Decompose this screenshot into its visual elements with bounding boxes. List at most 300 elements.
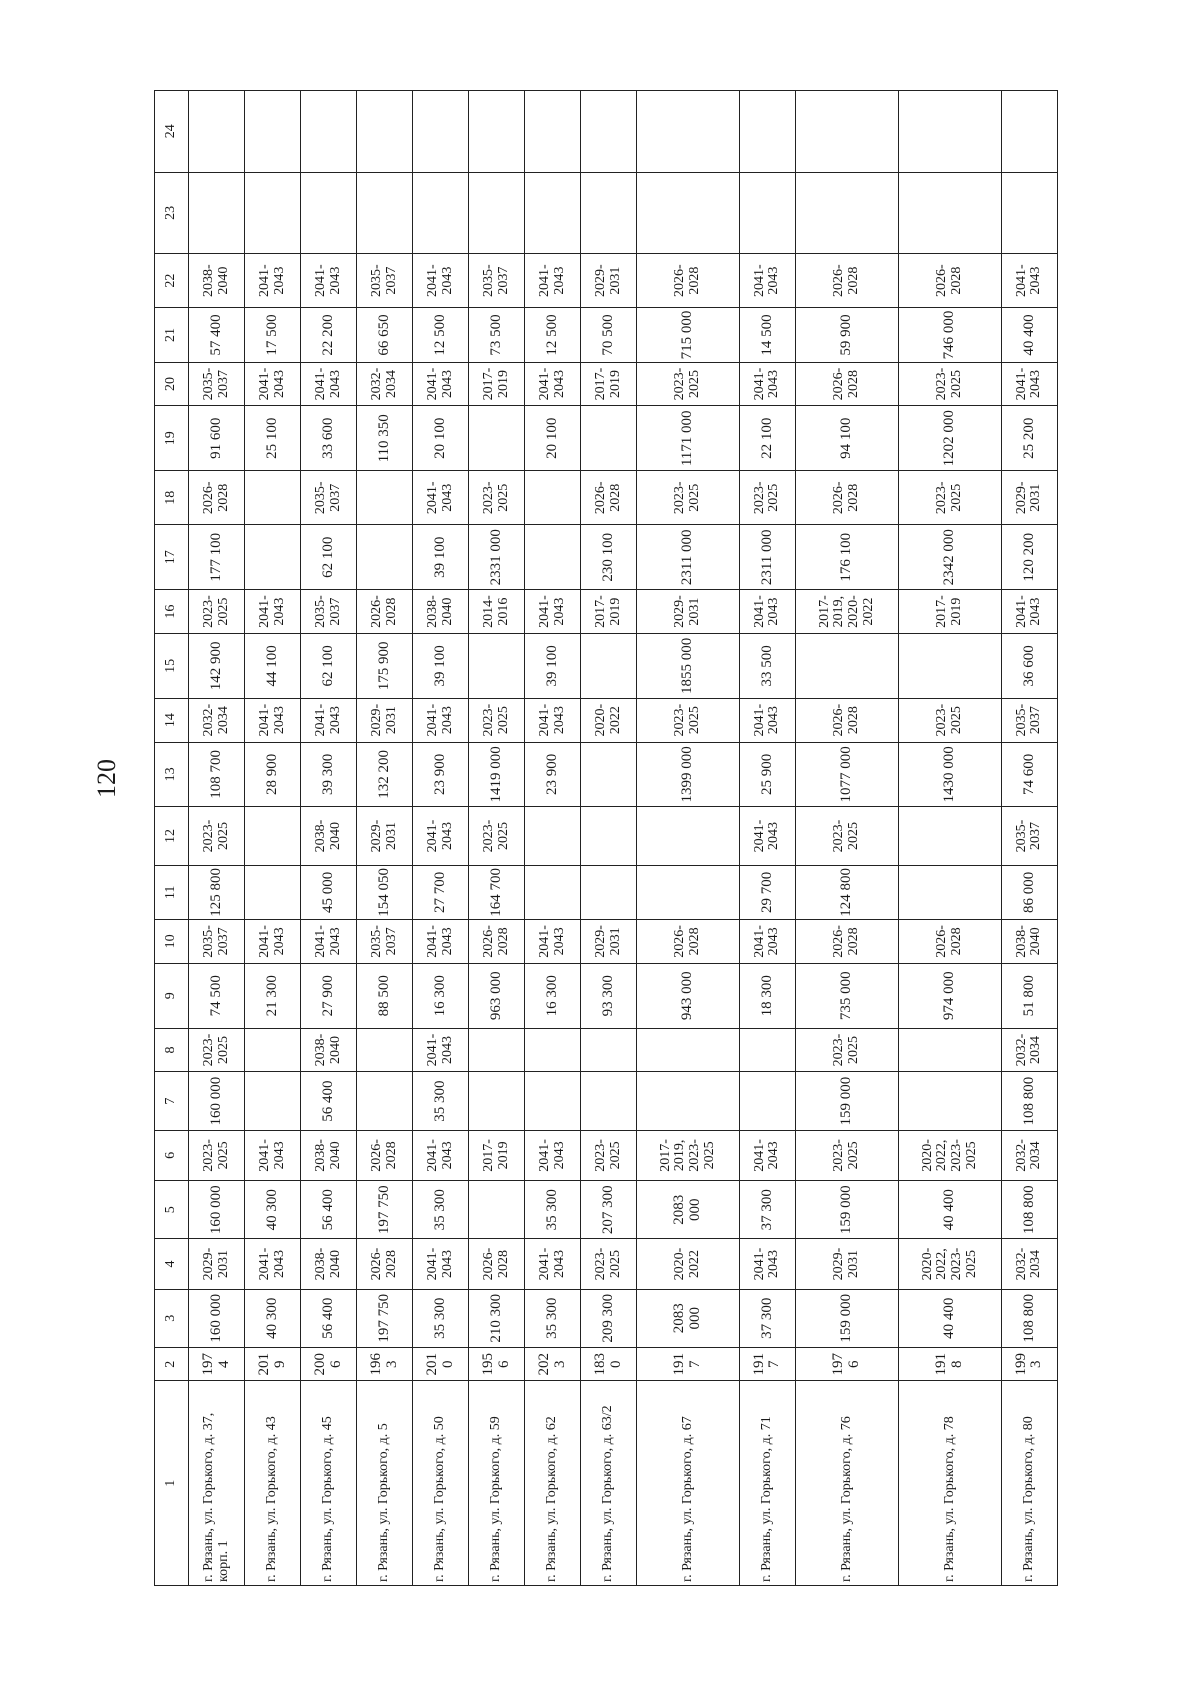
- table-cell: 2041-2043: [525, 362, 581, 406]
- address-cell: г. Рязань, ул. Горького, д. 5: [357, 1381, 413, 1586]
- table-cell: 2029-2031: [1001, 471, 1057, 525]
- column-number: 1: [155, 1381, 189, 1586]
- table-cell: [637, 1072, 740, 1130]
- table-cell: 2026-2028: [581, 471, 637, 525]
- table-cell: [581, 1072, 637, 1130]
- table-cell: 33 600: [301, 406, 357, 471]
- table-cell: 2014-2016: [469, 590, 525, 634]
- table-cell: 2041-2043: [245, 254, 301, 308]
- column-number: 6: [155, 1130, 189, 1180]
- table-cell: 124 800: [795, 865, 898, 919]
- table-cell: 177 100: [189, 525, 245, 590]
- table-cell: 2041-2043: [525, 1239, 581, 1289]
- table-cell: [357, 471, 413, 525]
- table-cell: 1077 000: [795, 742, 898, 807]
- table-cell: [637, 1028, 740, 1072]
- column-number: 12: [155, 807, 189, 865]
- table-cell: 2017-2019: [581, 362, 637, 406]
- table-cell: 39 100: [413, 633, 469, 698]
- table-cell: 2029-2031: [189, 1239, 245, 1289]
- table-cell: 2041-2043: [413, 920, 469, 964]
- table-cell: 2035-2037: [357, 254, 413, 308]
- table-cell: 2041-2043: [413, 807, 469, 865]
- table-cell: 2041-2043: [739, 1239, 795, 1289]
- table-cell: [581, 406, 637, 471]
- table-cell: 74 500: [189, 963, 245, 1028]
- table-cell: 21 300: [245, 963, 301, 1028]
- table-cell: 2029-2031: [357, 698, 413, 742]
- table-row: [525, 91, 581, 1586]
- table-cell: 142 900: [189, 633, 245, 698]
- table-cell: 207 300: [581, 1180, 637, 1238]
- table-cell: 2023: [525, 1347, 581, 1380]
- table-cell: 33 500: [739, 633, 795, 698]
- table-cell: 2032-2034: [357, 362, 413, 406]
- column-number: 4: [155, 1239, 189, 1289]
- table-cell: 56 400: [301, 1289, 357, 1347]
- table-cell: 2041-2043: [413, 471, 469, 525]
- table-cell: [525, 172, 581, 253]
- table-cell: [301, 91, 357, 173]
- table-cell: 28 900: [245, 742, 301, 807]
- column-number: 8: [155, 1028, 189, 1072]
- table-cell: [898, 1028, 1001, 1072]
- table-cell: 2311 000: [637, 525, 740, 590]
- table-cell: 2041-2043: [739, 807, 795, 865]
- table-cell: 59 900: [795, 308, 898, 362]
- table-cell: 159 000: [795, 1180, 898, 1238]
- table-cell: 23 900: [413, 742, 469, 807]
- table-cell: 2023-2025: [795, 1028, 898, 1072]
- table-cell: 197 750: [357, 1289, 413, 1347]
- table-cell: 62 100: [301, 633, 357, 698]
- table-cell: 2041-2043: [413, 698, 469, 742]
- table-cell: 132 200: [357, 742, 413, 807]
- table-cell: 2035-2037: [1001, 807, 1057, 865]
- table-cell: [637, 865, 740, 919]
- table-cell: 120 200: [1001, 525, 1057, 590]
- table-cell: 1419 000: [469, 742, 525, 807]
- table-cell: 2038-2040: [1001, 920, 1057, 964]
- table-cell: [581, 1028, 637, 1072]
- table-cell: 2023-2025: [637, 362, 740, 406]
- table-cell: 160 000: [189, 1072, 245, 1130]
- table-cell: 57 400: [189, 308, 245, 362]
- table-cell: 2026-2028: [469, 920, 525, 964]
- table-cell: [469, 1180, 525, 1238]
- table-cell: 22 100: [739, 406, 795, 471]
- address-cell: г. Рязань, ул. Горького, д. 80: [1001, 1381, 1057, 1586]
- table-cell: 159 000: [795, 1289, 898, 1347]
- table-cell: 2041-2043: [301, 254, 357, 308]
- table-cell: [581, 91, 637, 173]
- table-cell: 27 700: [413, 865, 469, 919]
- table-cell: 746 000: [898, 308, 1001, 362]
- table-cell: 94 100: [795, 406, 898, 471]
- table-cell: 2035-2037: [1001, 698, 1057, 742]
- table-cell: 2019: [245, 1347, 301, 1380]
- table-cell: 2029-2031: [357, 807, 413, 865]
- table-cell: 2023-2025: [898, 698, 1001, 742]
- table-cell: [581, 865, 637, 919]
- table-cell: 1855 000: [637, 633, 740, 698]
- table-cell: 2023-2025: [898, 362, 1001, 406]
- table-cell: 2017-2019, 2020-2022: [795, 590, 898, 634]
- table-cell: 2311 000: [739, 525, 795, 590]
- table-cell: 2041-2043: [1001, 362, 1057, 406]
- table-cell: 2026-2028: [637, 920, 740, 964]
- table-row: [413, 91, 469, 1586]
- table-cell: 2032-2034: [1001, 1239, 1057, 1289]
- table-cell: 2023-2025: [795, 1130, 898, 1180]
- table-cell: [637, 172, 740, 253]
- table-cell: 2041-2043: [525, 920, 581, 964]
- table-cell: 39 100: [525, 633, 581, 698]
- table-cell: [525, 807, 581, 865]
- table-cell: 56 400: [301, 1180, 357, 1238]
- table-cell: 164 700: [469, 865, 525, 919]
- table-cell: [637, 807, 740, 865]
- table-cell: [739, 1028, 795, 1072]
- table-cell: 1976: [795, 1347, 898, 1380]
- table-row: [1001, 91, 1057, 1586]
- table-cell: 2026-2028: [357, 1239, 413, 1289]
- table-cell: 2023-2025: [469, 807, 525, 865]
- table-cell: 35 300: [413, 1289, 469, 1347]
- table-cell: 2017-2019: [469, 1130, 525, 1180]
- table-cell: 160 000: [189, 1180, 245, 1238]
- table-cell: 2032-2034: [1001, 1028, 1057, 1072]
- table-cell: 108 800: [1001, 1289, 1057, 1347]
- column-number: 19: [155, 406, 189, 471]
- table-cell: 210 300: [469, 1289, 525, 1347]
- table-cell: [413, 91, 469, 173]
- table-cell: 27 900: [301, 963, 357, 1028]
- table-cell: 2026-2028: [469, 1239, 525, 1289]
- table-cell: 2023-2025: [637, 471, 740, 525]
- table-cell: 2023-2025: [581, 1239, 637, 1289]
- table-cell: 20 100: [413, 406, 469, 471]
- table-cell: 22 200: [301, 308, 357, 362]
- table-cell: 2041-2043: [245, 698, 301, 742]
- table-cell: 2026-2028: [357, 590, 413, 634]
- table-cell: 175 900: [357, 633, 413, 698]
- table-cell: 35 300: [525, 1289, 581, 1347]
- table-cell: [525, 91, 581, 173]
- column-number: 14: [155, 698, 189, 742]
- table-cell: [795, 633, 898, 698]
- table-cell: 1171 000: [637, 406, 740, 471]
- table-cell: 35 300: [413, 1072, 469, 1130]
- table-cell: [898, 633, 1001, 698]
- table-cell: [525, 1072, 581, 1130]
- table-cell: 2038-2040: [301, 1239, 357, 1289]
- table-cell: 2041-2043: [301, 362, 357, 406]
- table-cell: [189, 172, 245, 253]
- table-cell: 2020-2022, 2023-2025: [898, 1130, 1001, 1180]
- table-cell: 230 100: [581, 525, 637, 590]
- table-cell: 2041-2043: [245, 920, 301, 964]
- table-cell: [898, 865, 1001, 919]
- table-cell: 2023-2025: [189, 590, 245, 634]
- table-cell: 2083 000: [637, 1289, 740, 1347]
- table-row: [581, 91, 637, 1586]
- table-cell: 2041-2043: [301, 920, 357, 964]
- table-cell: 2035-2037: [357, 920, 413, 964]
- table-cell: 2017-2019: [581, 590, 637, 634]
- table-cell: 2023-2025: [739, 471, 795, 525]
- table-cell: 1430 000: [898, 742, 1001, 807]
- table-cell: 2041-2043: [739, 698, 795, 742]
- table-cell: 2023-2025: [469, 698, 525, 742]
- table-cell: 2023-2025: [469, 471, 525, 525]
- table-cell: 176 100: [795, 525, 898, 590]
- table-cell: [469, 91, 525, 173]
- table-cell: 2038-2040: [301, 1028, 357, 1072]
- table-cell: [357, 172, 413, 253]
- table-cell: [245, 91, 301, 173]
- column-number: 21: [155, 308, 189, 362]
- table-row: [898, 91, 1001, 1586]
- table-cell: 2041-2043: [525, 1130, 581, 1180]
- table-cell: [357, 91, 413, 173]
- column-number: 15: [155, 633, 189, 698]
- table-cell: 2032-2034: [189, 698, 245, 742]
- repair-schedule-table: [154, 90, 1058, 1586]
- table-cell: 1993: [1001, 1347, 1057, 1380]
- table-cell: 36 600: [1001, 633, 1057, 698]
- table-row: [357, 91, 413, 1586]
- table-cell: [245, 865, 301, 919]
- table-cell: [413, 172, 469, 253]
- table-cell: 2041-2043: [245, 362, 301, 406]
- table-cell: 2041-2043: [413, 362, 469, 406]
- column-number: 23: [155, 172, 189, 253]
- address-cell: г. Рязань, ул. Горького, д. 76: [795, 1381, 898, 1586]
- table-cell: 2041-2043: [413, 1239, 469, 1289]
- table-cell: 2029-2031: [637, 590, 740, 634]
- table-cell: 159 000: [795, 1072, 898, 1130]
- table-cell: 2041-2043: [739, 920, 795, 964]
- table-cell: 2026-2028: [898, 254, 1001, 308]
- table-cell: 16 300: [413, 963, 469, 1028]
- table-cell: 2041-2043: [245, 1130, 301, 1180]
- table-cell: 2026-2028: [898, 920, 1001, 964]
- table-cell: 2041-2043: [413, 254, 469, 308]
- column-number: 2: [155, 1347, 189, 1380]
- table-cell: 2342 000: [898, 525, 1001, 590]
- table-cell: [739, 91, 795, 173]
- table-cell: [1001, 91, 1057, 173]
- table-cell: 39 100: [413, 525, 469, 590]
- table-cell: 197 750: [357, 1180, 413, 1238]
- table-cell: 2032-2034: [1001, 1130, 1057, 1180]
- column-number: 9: [155, 963, 189, 1028]
- table-cell: [357, 1072, 413, 1130]
- address-cell: г. Рязань, ул. Горького, д. 43: [245, 1381, 301, 1586]
- table-cell: 39 300: [301, 742, 357, 807]
- table-cell: [245, 1028, 301, 1072]
- table-cell: [898, 1072, 1001, 1130]
- table-cell: [525, 471, 581, 525]
- table-cell: 17 500: [245, 308, 301, 362]
- table-cell: 2026-2028: [637, 254, 740, 308]
- table-cell: 2041-2043: [301, 698, 357, 742]
- table-cell: 2023-2025: [581, 1130, 637, 1180]
- table-cell: 12 500: [413, 308, 469, 362]
- address-cell: г. Рязань, ул. Горького, д. 59: [469, 1381, 525, 1586]
- table-cell: 154 050: [357, 865, 413, 919]
- table-cell: 2023-2025: [637, 698, 740, 742]
- table-cell: 2026-2028: [795, 362, 898, 406]
- page-number: 120: [92, 759, 121, 798]
- column-number-row: [155, 91, 189, 1586]
- table-cell: 40 400: [898, 1180, 1001, 1238]
- table-cell: [795, 91, 898, 173]
- table-cell: 37 300: [739, 1289, 795, 1347]
- table-cell: 25 100: [245, 406, 301, 471]
- table-cell: 2331 000: [469, 525, 525, 590]
- table-cell: 1918: [898, 1347, 1001, 1380]
- table-cell: 1917: [637, 1347, 740, 1380]
- table-cell: 2038-2040: [301, 1130, 357, 1180]
- address-cell: г. Рязань, ул. Горького, д. 63/2: [581, 1381, 637, 1586]
- table-cell: [301, 172, 357, 253]
- table-cell: 2029-2031: [581, 254, 637, 308]
- table-cell: 37 300: [739, 1180, 795, 1238]
- table-cell: 2029-2031: [795, 1239, 898, 1289]
- table-cell: [581, 172, 637, 253]
- table-row: [245, 91, 301, 1586]
- table-cell: 2035-2037: [189, 920, 245, 964]
- table-cell: 2026-2028: [795, 254, 898, 308]
- table-row: [189, 91, 245, 1586]
- column-number: 5: [155, 1180, 189, 1238]
- table-row: [795, 91, 898, 1586]
- table-cell: 2041-2043: [525, 590, 581, 634]
- table-cell: [469, 406, 525, 471]
- table-cell: 108 800: [1001, 1072, 1057, 1130]
- table-cell: 209 300: [581, 1289, 637, 1347]
- table-cell: 40 300: [245, 1289, 301, 1347]
- table-cell: 16 300: [525, 963, 581, 1028]
- table-cell: 2026-2028: [795, 471, 898, 525]
- table-cell: 2035-2037: [301, 590, 357, 634]
- table-cell: 1202 000: [898, 406, 1001, 471]
- table-cell: 62 100: [301, 525, 357, 590]
- table-cell: 35 300: [413, 1180, 469, 1238]
- table-cell: 2041-2043: [1001, 590, 1057, 634]
- table-cell: [469, 172, 525, 253]
- table-cell: 23 900: [525, 742, 581, 807]
- table-cell: 735 000: [795, 963, 898, 1028]
- table-cell: 45 000: [301, 865, 357, 919]
- column-number: 13: [155, 742, 189, 807]
- table-cell: 29 700: [739, 865, 795, 919]
- table-cell: [469, 633, 525, 698]
- table-cell: 2041-2043: [525, 254, 581, 308]
- address-cell: г. Рязань, ул. Горького, д. 37, корп. 1: [189, 1381, 245, 1586]
- table-cell: [581, 807, 637, 865]
- table-cell: 1963: [357, 1347, 413, 1380]
- table-cell: 20 100: [525, 406, 581, 471]
- table-row: [637, 91, 740, 1586]
- table-cell: [245, 471, 301, 525]
- table-cell: 2017-2019: [469, 362, 525, 406]
- column-number: 11: [155, 865, 189, 919]
- table-cell: 14 500: [739, 308, 795, 362]
- table-cell: 2041-2043: [739, 1130, 795, 1180]
- table-cell: 160 000: [189, 1289, 245, 1347]
- table-cell: [898, 91, 1001, 173]
- table-cell: 2038-2040: [413, 590, 469, 634]
- table-cell: [525, 525, 581, 590]
- table-cell: 2017-2019: [898, 590, 1001, 634]
- table-cell: [525, 865, 581, 919]
- table-cell: 2020-2022: [581, 698, 637, 742]
- table-cell: 2026-2028: [795, 698, 898, 742]
- table-cell: 70 500: [581, 308, 637, 362]
- table-cell: [469, 1028, 525, 1072]
- table-cell: 2041-2043: [245, 1239, 301, 1289]
- table-row: [739, 91, 795, 1586]
- table-cell: [357, 525, 413, 590]
- table-cell: [581, 742, 637, 807]
- table-cell: 2020-2022: [637, 1239, 740, 1289]
- table-cell: [1001, 172, 1057, 253]
- table-cell: 25 900: [739, 742, 795, 807]
- table-cell: 73 500: [469, 308, 525, 362]
- table-cell: [245, 807, 301, 865]
- table-cell: 2041-2043: [245, 590, 301, 634]
- column-number: 10: [155, 920, 189, 964]
- table-cell: [739, 1072, 795, 1130]
- table-cell: 1956: [469, 1347, 525, 1380]
- table-cell: 2041-2043: [1001, 254, 1057, 308]
- address-cell: г. Рязань, ул. Горького, д. 45: [301, 1381, 357, 1586]
- table-cell: 1917: [739, 1347, 795, 1380]
- table-cell: 2026-2028: [189, 471, 245, 525]
- table-cell: 86 000: [1001, 865, 1057, 919]
- table-cell: 2041-2043: [413, 1028, 469, 1072]
- table-cell: 2041-2043: [413, 1130, 469, 1180]
- table-cell: 2026-2028: [795, 920, 898, 964]
- table-cell: 25 200: [1001, 406, 1057, 471]
- address-cell: г. Рязань, ул. Горького, д. 50: [413, 1381, 469, 1586]
- column-number: 20: [155, 362, 189, 406]
- table-cell: 40 400: [898, 1289, 1001, 1347]
- column-number: 18: [155, 471, 189, 525]
- table-cell: 12 500: [525, 308, 581, 362]
- table-cell: 2017-2019, 2023-2025: [637, 1130, 740, 1180]
- table-cell: 2041-2043: [739, 590, 795, 634]
- table-cell: 2035-2037: [469, 254, 525, 308]
- table-cell: [525, 1028, 581, 1072]
- table-cell: 40 300: [245, 1180, 301, 1238]
- table-cell: 2023-2025: [795, 807, 898, 865]
- table-cell: 2038-2040: [301, 807, 357, 865]
- table-cell: [469, 1072, 525, 1130]
- column-number: 7: [155, 1072, 189, 1130]
- column-number: 17: [155, 525, 189, 590]
- column-number: 3: [155, 1289, 189, 1347]
- table-cell: 2023-2025: [189, 807, 245, 865]
- table-cell: 91 600: [189, 406, 245, 471]
- table-cell: [245, 172, 301, 253]
- column-number: 24: [155, 91, 189, 173]
- table-cell: 125 800: [189, 865, 245, 919]
- table-cell: 40 400: [1001, 308, 1057, 362]
